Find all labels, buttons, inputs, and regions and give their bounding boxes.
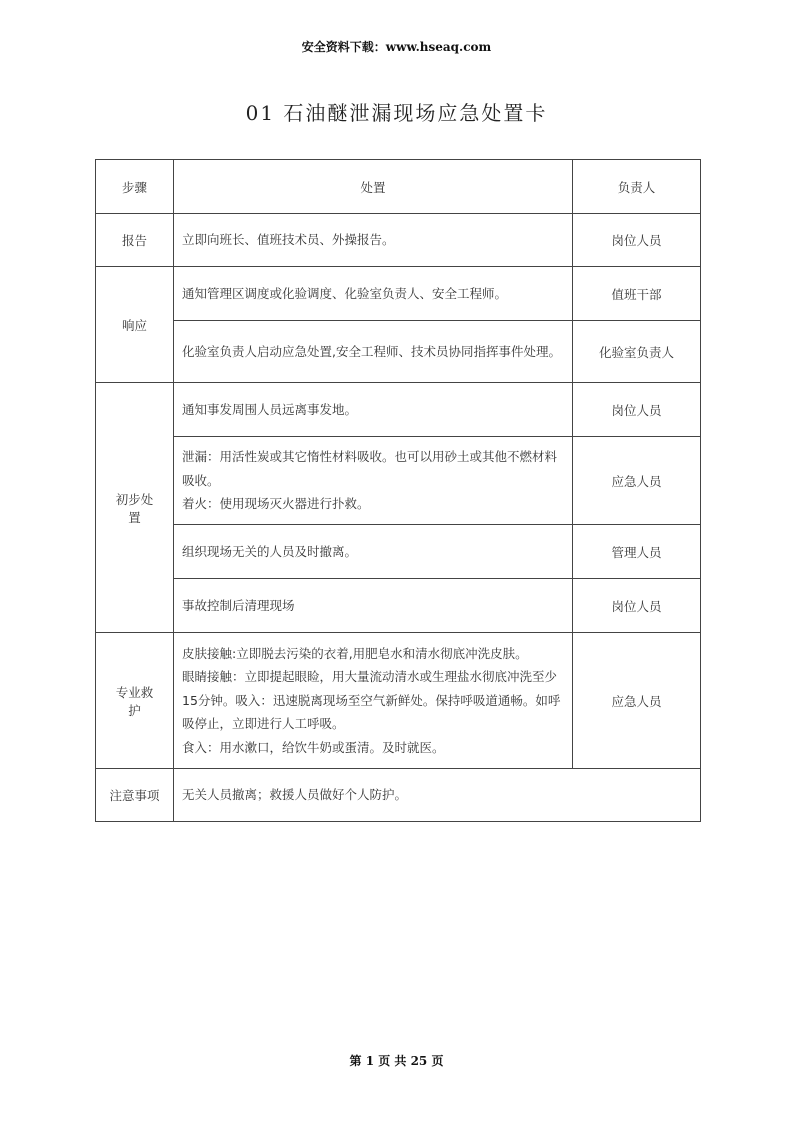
action-cell	[174, 214, 573, 267]
action-cell	[174, 321, 573, 383]
header-responsible: 负责人	[573, 160, 701, 214]
table-row	[96, 579, 701, 633]
action-text: 泄漏：用活性炭或其它惰性材料吸收。也可以用砂土或其他不燃材料吸收。	[182, 449, 558, 488]
page-title: 01 石油醚泄漏现场应急处置卡	[245, 101, 548, 125]
table-header-row	[96, 160, 701, 214]
responsible-cell: 应急人员	[573, 633, 701, 769]
action-text: 通知事发周围人员远离事发地。	[182, 401, 358, 417]
action-cell	[174, 437, 573, 525]
action-text: 眼睛接触：立即提起眼睑，用大量流动清水或生理盐水彻底冲洗至少15分钟。吸入：迅速脱离现场至空气新鲜处。保持呼吸道通畅。如呼吸停止，立即进行人工呼吸。	[182, 669, 561, 732]
table-row	[96, 383, 701, 437]
page-footer: 第 1 页 共 25 页	[349, 1054, 444, 1068]
responsible-cell: 岗位人员	[573, 383, 701, 437]
table-row	[96, 633, 701, 769]
action-text: 立即向班长、值班技术员、外操报告。	[182, 232, 395, 248]
step-cell: 专业救护	[96, 633, 174, 769]
action-cell	[174, 633, 573, 769]
action-text: 化验室负责人启动应急处置,安全工程师、技术员协同指挥事件处理。	[182, 343, 561, 359]
action-cell	[174, 383, 573, 437]
step-cell: 初步处置	[96, 383, 174, 633]
table-row	[96, 214, 701, 267]
notes-row	[96, 769, 701, 822]
table-row	[96, 437, 701, 525]
action-text: 着火：使用现场灭火器进行扑救。	[182, 496, 370, 512]
header-action: 处置	[174, 160, 573, 214]
action-cell	[174, 525, 573, 579]
notes-text: 无关人员撤离；救援人员做好个人防护。	[174, 769, 701, 822]
table-body	[96, 214, 701, 822]
action-text: 食入：用水漱口，给饮牛奶或蛋清。及时就医。	[182, 739, 445, 755]
page-header: 安全资料下载：www.hseaq.com	[301, 40, 492, 54]
responsible-cell: 岗位人员	[573, 214, 701, 267]
responsible-cell: 管理人员	[573, 525, 701, 579]
responsible-cell: 值班干部	[573, 267, 701, 321]
action-text: 事故控制后清理现场	[182, 597, 295, 613]
notes-label: 注意事项	[96, 769, 174, 822]
action-text: 组织现场无关的人员及时撤离。	[182, 543, 358, 559]
action-cell	[174, 267, 573, 321]
responsible-cell: 应急人员	[573, 437, 701, 525]
action-text: 通知管理区调度或化验调度、化验室负责人、安全工程师。	[182, 285, 508, 301]
step-cell: 响应	[96, 267, 174, 383]
table-row	[96, 525, 701, 579]
step-cell: 报告	[96, 214, 174, 267]
responsible-cell: 化验室负责人	[573, 321, 701, 383]
header-step: 步骤	[96, 160, 174, 214]
action-cell	[174, 579, 573, 633]
emergency-card-table	[95, 159, 701, 822]
table-row	[96, 267, 701, 321]
action-text: 皮肤接触:立即脱去污染的衣着,用肥皂水和清水彻底冲洗皮肤。	[182, 645, 528, 661]
table-row	[96, 321, 701, 383]
responsible-cell: 岗位人员	[573, 579, 701, 633]
